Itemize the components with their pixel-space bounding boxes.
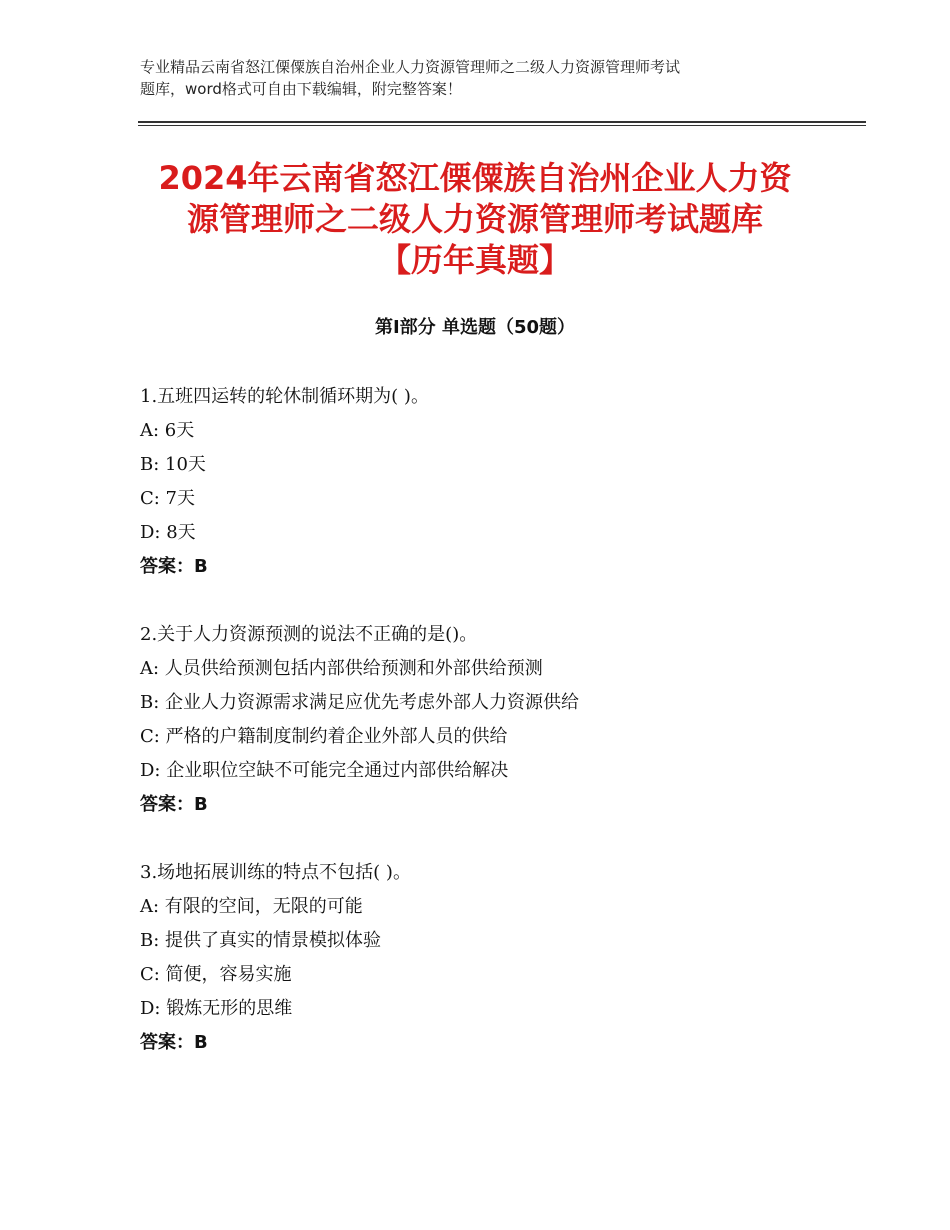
option-c: C: 7天 bbox=[140, 488, 196, 509]
question-stem: 3.场地拓展训练的特点不包括( )。 bbox=[140, 862, 411, 883]
option-b: B: 10天 bbox=[140, 454, 206, 475]
option-d: D: 8天 bbox=[140, 522, 196, 543]
header-divider-thin bbox=[138, 125, 866, 126]
section-heading: 第Ⅰ部分 单选题（50题） bbox=[374, 317, 575, 338]
question-item bbox=[140, 618, 860, 822]
option-d: D: 锻炼无形的思维 bbox=[140, 998, 293, 1019]
option-a: A: 有限的空间，无限的可能 bbox=[140, 896, 363, 917]
option-b: B: 提供了真实的情景模拟体验 bbox=[140, 930, 382, 951]
question-item bbox=[140, 856, 860, 1060]
option-c: C: 严格的户籍制度制约着企业外部人员的供给 bbox=[140, 726, 508, 747]
option-b: B: 企业人力资源需求满足应优先考虑外部人力资源供给 bbox=[140, 692, 580, 713]
question-stem: 1.五班四运转的轮休制循环期为( )。 bbox=[140, 386, 429, 407]
question-item bbox=[140, 380, 860, 584]
answer-line: 答案：B bbox=[140, 794, 208, 815]
document-title-line-3: 【历年真题】 bbox=[378, 241, 571, 279]
question-stem: 2.关于人力资源预测的说法不正确的是()。 bbox=[140, 624, 478, 645]
question-list bbox=[140, 380, 860, 1094]
document-title-line-2: 源管理师之二级人力资源管理师考试题库 bbox=[186, 200, 763, 238]
answer-line: 答案：B bbox=[140, 1032, 208, 1053]
option-a: A: 人员供给预测包括内部供给预测和外部供给预测 bbox=[140, 658, 543, 679]
header-note-line-2: 题库，word格式可自由下载编辑，附完整答案！ bbox=[140, 80, 462, 98]
header-divider-thick bbox=[138, 121, 866, 123]
header-note-line-1: 专业精品云南省怒江傈僳族自治州企业人力资源管理师之二级人力资源管理师考试 bbox=[140, 58, 681, 76]
option-c: C: 简便，容易实施 bbox=[140, 964, 292, 985]
document-title bbox=[110, 158, 840, 281]
header-note bbox=[140, 56, 830, 100]
option-a: A: 6天 bbox=[140, 420, 195, 441]
option-d: D: 企业职位空缺不可能完全通过内部供给解决 bbox=[140, 760, 509, 781]
document-title-line-1: 2024年云南省怒江傈僳族自治州企业人力资 bbox=[158, 159, 792, 197]
answer-line: 答案：B bbox=[140, 556, 208, 577]
